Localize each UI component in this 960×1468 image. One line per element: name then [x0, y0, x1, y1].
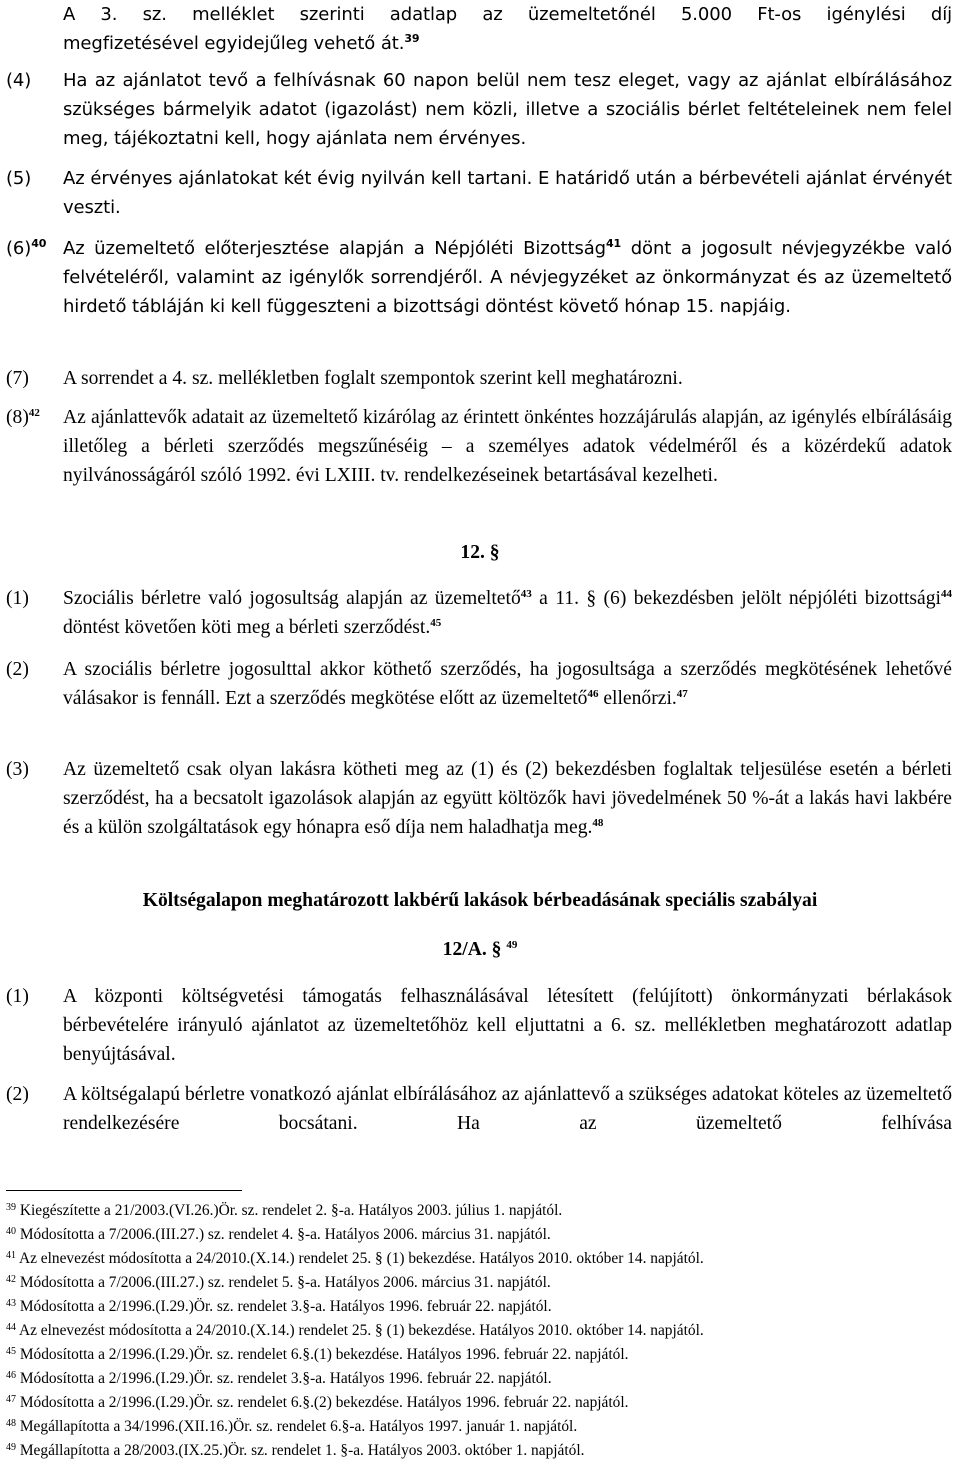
footnote-divider [6, 1190, 242, 1191]
paragraph-line-2 [63, 29, 952, 58]
footnote-ref: 48 [592, 817, 604, 829]
footnote-text: Módosította a 2/1996.(I.29.)Ör. sz. rendelet 3.§-a. Hatályos 1996. február 22. napjától. [19, 1370, 552, 1387]
paragraph-text-c: döntést követően köti meg a bérleti szerződést. [63, 617, 431, 638]
footnote-number: 39 [6, 1202, 16, 1213]
footnote-item [6, 1319, 956, 1343]
paragraph-text: A költségalapú bérletre vonatkozó ajánlat elbírálásához az ajánlattevő a szükséges adatokat köteles az üzemeltető rendelkezésére bocsátani. Ha az üzemeltető felhívása [63, 1084, 952, 1134]
footnote-number: 45 [6, 1346, 16, 1357]
footnote-text: Az elnevezést módosította a 24/2010.(X.14.) rendelet 25. § (1) bekezdése. Hatályos 2010. október 14. napjától. [19, 1322, 704, 1339]
paragraph-number: (1) [6, 986, 29, 1007]
footnote-item [6, 1343, 956, 1367]
paragraph-number [6, 403, 40, 432]
section-heading-text: 12/A. § [442, 939, 502, 960]
paragraph-text: Az ajánlattevők adatait az üzemeltető kizárólag az érintett önkéntes hozzájárulás alapján, az igénylés elbírálásáig illetőleg a bérleti szerződés megszűnéséig – a személyes adatok védelméről és a közérdekű adatok nyilvánosságáról szóló 1992. évi LXIII. tv. rendelkezéseinek betartásával kezelheti. [63, 407, 952, 486]
paragraph-text: Ha az ajánlatot tevő a felhívásnak 60 napon belül nem tesz eleget, vagy az ajánlat elbírálásához szükséges bármelyik adatot (igazolást) nem közli, illetve a szociális bérlet feltételeinek nem felel meg, tájékoztatni kell, hogy ajánlata nem érvényes. [63, 70, 952, 149]
footnote-item [6, 1247, 956, 1271]
footnote-ref: 42 [28, 407, 40, 419]
footnote-number: 42 [6, 1274, 16, 1285]
footnote-item [6, 1367, 956, 1391]
footnote-item [6, 1223, 956, 1247]
section-heading-12: 12. § [460, 542, 500, 563]
footnote-number: 44 [6, 1322, 16, 1333]
paragraph-number: (4) [6, 70, 32, 91]
paragraph-text: A központi költségvetési támogatás felhasználásával létesített (felújított) önkormányzati bérlakások bérbevételére irányuló ajánlatot az üzemeltetőhöz kell eljuttatni a 6. sz. mellékletben meghatározott adatlap benyújtásával. [63, 986, 952, 1065]
paragraph-number: (5) [6, 168, 32, 189]
footnote-text: Kiegészítette a 21/2003.(VI.26.)Ör. sz. rendelet 2. §-a. Hatályos 2003. július 1. napjától. [19, 1202, 563, 1219]
paragraph-text: A sorrendet a 4. sz. mellékletben foglalt szempontok szerint kell meghatározni. [63, 368, 683, 389]
paragraph-text: megfizetésével egyidejűleg vehető át. [63, 33, 405, 54]
footnote-number: 43 [6, 1298, 16, 1309]
paragraph-number-text: (6) [6, 238, 32, 259]
paragraph-text-b: ellenőrzi. [598, 688, 677, 709]
footnote-item [6, 1415, 956, 1439]
paragraph-line-1: A 3. sz. melléklet szerinti adatlap az üzemeltetőnél 5.000 Ft-os igénylési díj [63, 4, 952, 25]
footnote-text: Módosította a 2/1996.(I.29.)Ör. sz. rendelet 3.§-a. Hatályos 1996. február 22. napjától. [19, 1298, 552, 1315]
footnote-text: Módosította a 2/1996.(I.29.)Ör. sz. rendelet 6.§.(2) bekezdése. Hatályos 1996. február 22. napjától. [19, 1394, 629, 1411]
paragraph-number-text: (8) [6, 407, 29, 428]
paragraph-text-a: Az üzemeltető előterjesztése alapján a Népjóléti Bizottság [63, 238, 606, 259]
paragraph-text [63, 755, 952, 842]
footnote-ref: 40 [31, 237, 47, 250]
footnote-item [6, 1439, 956, 1463]
footnote-number: 48 [6, 1418, 16, 1429]
section-heading-12a [0, 935, 960, 964]
footnote-ref: 46 [587, 688, 599, 700]
footnote-text: Megállapította a 34/1996.(XII.16.)Ör. sz. rendelet 6.§-a. Hatályos 1997. január 1. napjától. [19, 1418, 578, 1435]
paragraph-text [63, 655, 952, 713]
paragraph-text-a: Az üzemeltető csak olyan lakásra kötheti meg az (1) és (2) bekezdésben foglaltak teljesülése esetén a bérleti szerződést, ha a becsatolt igazolások alapján az együtt költözők havi jövedelmének 50 %-át a lakás havi lakbére és a külön szolgáltatások egy hónapra eső díja nem haladhatja meg. [63, 759, 952, 838]
footnote-text: Módosította a 2/1996.(I.29.)Ör. sz. rendelet 6.§.(1) bekezdése. Hatályos 1996. február 22. napjától. [19, 1346, 629, 1363]
paragraph-number: (7) [6, 368, 29, 389]
footnote-ref: 43 [520, 588, 532, 600]
section-subtitle: Költségalapon meghatározott lakbérű lakások bérbeadásának speciális szabályai [142, 890, 818, 911]
footnote-item [6, 1271, 956, 1295]
footnote-number: 49 [6, 1442, 16, 1453]
footnote-text: Módosította a 7/2006.(III.27.) sz. rendelet 4. §-a. Hatályos 2006. március 31. napjától. [19, 1226, 551, 1243]
footnote-number: 41 [6, 1250, 16, 1261]
footnote-text: Az elnevezést módosította a 24/2010.(X.14.) rendelet 25. § (1) bekezdése. Hatályos 2010. október 14. napjától. [19, 1250, 704, 1267]
paragraph-text-b: dönt a jogosult névjegyzékbe való felvételéről, valamint az igénylők sorrendjéről. A névjegyzéket az önkormányzat és az üzemeltető hirdető tábláján ki kell függeszteni a bizottsági döntést követő hónap 15. napjáig. [63, 238, 952, 317]
footnote-ref: 49 [506, 939, 518, 951]
footnote-ref: 44 [941, 588, 952, 600]
footnote-number: 47 [6, 1394, 16, 1405]
paragraph-number [6, 234, 46, 263]
paragraph-text: Az érvényes ajánlatokat két évig nyilván kell tartani. E határidő után a bérbevételi ajánlat érvényét veszti. [63, 168, 952, 218]
paragraph-number: (2) [6, 659, 29, 680]
footnote-item [6, 1391, 956, 1415]
paragraph-number: (1) [6, 588, 29, 609]
footnote-ref: 45 [430, 617, 442, 629]
footnote-text: Megállapította a 28/2003.(IX.25.)Ör. sz. rendelet 1. §-a. Hatályos 2003. október 1. napjától. [19, 1442, 585, 1459]
paragraph-text-a: A szociális bérletre jogosulttal akkor köthető szerződés, ha jogosultsága a szerződés megkötésének lehetővé válásakor is fennáll. Ezt a szerződés megkötése előtt az üzemeltető [63, 659, 952, 709]
paragraph-text [63, 234, 952, 321]
footnote-text: Módosította a 7/2006.(III.27.) sz. rendelet 5. §-a. Hatályos 2006. március 31. napjától. [19, 1274, 551, 1291]
footnote-item [6, 1295, 956, 1319]
footnote-ref: 47 [676, 688, 688, 700]
paragraph-number: (2) [6, 1084, 29, 1105]
footnote-number: 40 [6, 1226, 16, 1237]
paragraph-text-b: a 11. § (6) bekezdésben jelölt népjóléti bizottsági [531, 588, 941, 609]
footnote-item [6, 1199, 956, 1223]
footnote-ref: 39 [404, 32, 420, 45]
paragraph-text [63, 584, 952, 642]
footnote-number: 46 [6, 1370, 16, 1381]
paragraph-number: (3) [6, 759, 29, 780]
paragraph-text-a: Szociális bérletre való jogosultság alapján az üzemeltető [63, 588, 521, 609]
footnote-ref: 41 [606, 237, 622, 250]
